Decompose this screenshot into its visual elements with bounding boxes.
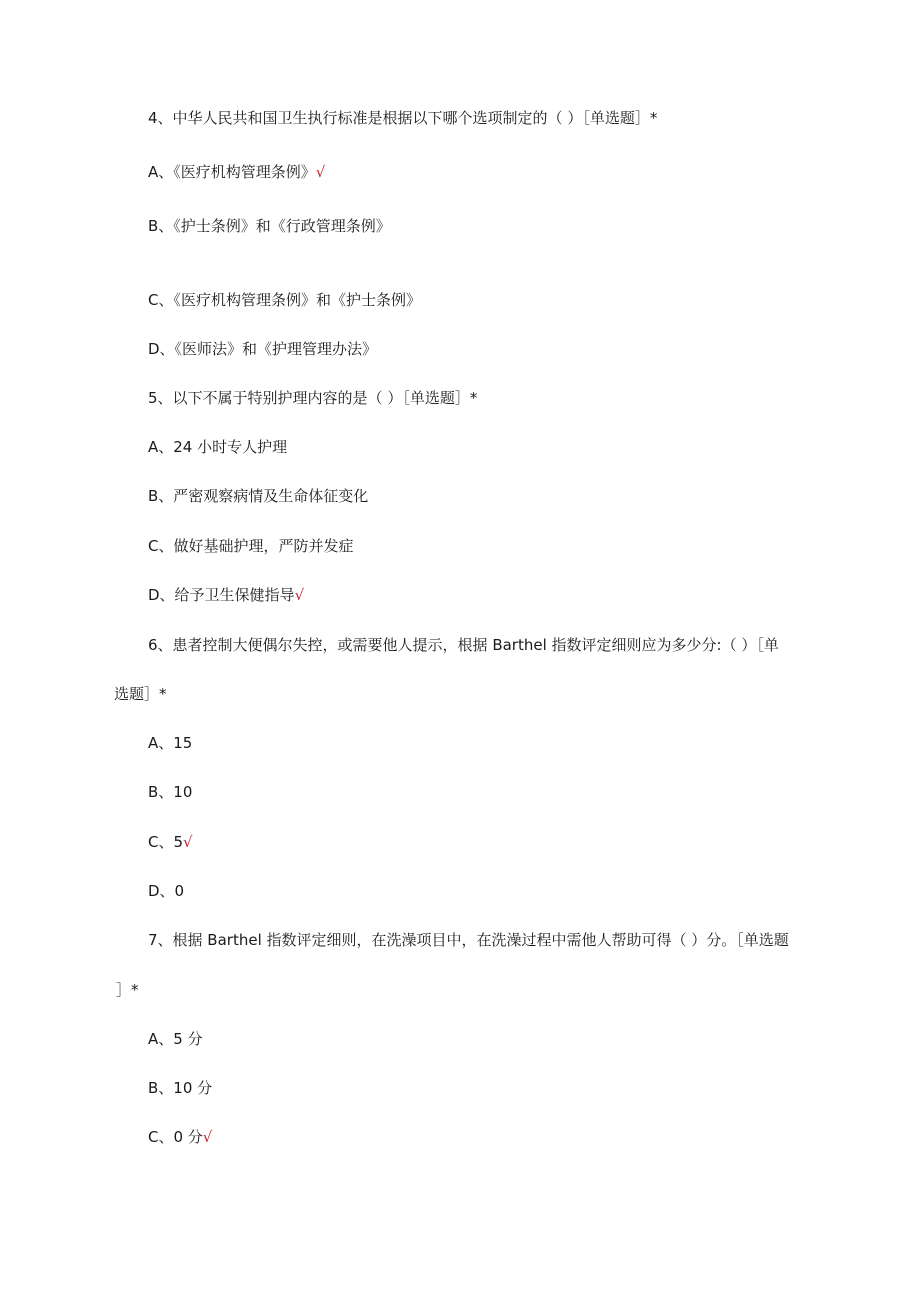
- option-text: B、严密观察病情及生命体征变化: [148, 487, 369, 505]
- question-7-option-b[interactable]: [148, 1078, 212, 1098]
- option-text: C、5: [148, 833, 184, 851]
- option-text: A、24 小时专人护理: [148, 438, 288, 456]
- option-text: B、10: [148, 783, 193, 801]
- question-5-option-a[interactable]: [148, 437, 287, 457]
- option-text: C、做好基础护理，严防并发症: [148, 537, 354, 555]
- option-text: D、《医师法》和《护理管理办法》: [148, 340, 378, 358]
- correct-answer-check-icon: √: [202, 1128, 213, 1146]
- option-text: D、0: [148, 882, 185, 900]
- option-text: C、0 分: [148, 1128, 203, 1146]
- question-6-option-b[interactable]: [148, 782, 192, 802]
- question-5-option-b[interactable]: [148, 486, 368, 506]
- option-text: A、15: [148, 734, 193, 752]
- question-4-option-a[interactable]: [148, 162, 325, 182]
- question-6-stem-line2: 选题］*: [114, 685, 167, 703]
- question-6-option-a[interactable]: [148, 733, 192, 753]
- option-text: D、给予卫生保健指导: [148, 586, 295, 604]
- question-4-stem: 4、中华人民共和国卫生执行标准是根据以下哪个选项制定的（ ）［单选题］*: [148, 109, 658, 127]
- question-6-option-c[interactable]: [148, 832, 193, 852]
- correct-answer-check-icon: √: [183, 833, 193, 851]
- question-7-option-a[interactable]: [148, 1029, 203, 1049]
- question-4-option-c[interactable]: [148, 290, 421, 310]
- question-5-option-c[interactable]: [148, 536, 353, 556]
- option-text: A、5 分: [148, 1030, 203, 1048]
- question-7-stem-line1: 7、根据 Barthel 指数评定细则，在洗澡项目中，在洗澡过程中需他人帮助可得（ ）分。［单选题: [148, 931, 789, 949]
- question-5-stem: 5、以下不属于特别护理内容的是（ ）［单选题］*: [148, 389, 478, 407]
- option-text: A、《医疗机构管理条例》: [148, 163, 316, 181]
- question-6-stem-line1: 6、患者控制大便偶尔失控，或需要他人提示，根据 Barthel 指数评定细则应为多少分:（ ）［单: [148, 636, 779, 654]
- option-text: B、《护士条例》和《行政管理条例》: [148, 217, 391, 235]
- question-5-option-d[interactable]: [148, 585, 304, 605]
- option-text: B、10 分: [148, 1079, 213, 1097]
- question-7-option-c[interactable]: [148, 1127, 212, 1147]
- correct-answer-check-icon: √: [294, 586, 305, 604]
- question-4-option-d[interactable]: [148, 339, 377, 359]
- question-6-option-d[interactable]: [148, 881, 184, 901]
- question-7-stem-line2: ］*: [116, 981, 139, 999]
- correct-answer-check-icon: √: [315, 163, 326, 181]
- question-4-option-b[interactable]: [148, 216, 391, 236]
- option-text: C、《医疗机构管理条例》和《护士条例》: [148, 291, 421, 309]
